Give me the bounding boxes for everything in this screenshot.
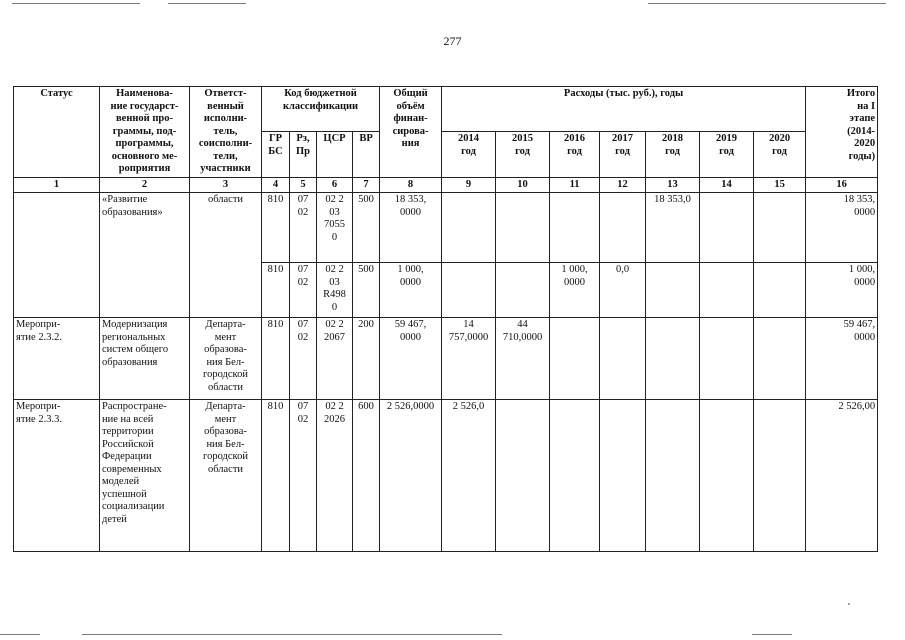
vr-cell: 500: [353, 263, 380, 318]
year-2017-cell: [600, 400, 646, 552]
year-2017-cell: [600, 318, 646, 400]
year-2019-cell: [700, 318, 754, 400]
stage-total-cell: 2 526,00: [806, 400, 878, 552]
column-number-row: [14, 177, 878, 193]
header-expenses: Расходы (тыс. руб.), годы: [442, 87, 806, 132]
scan-dot: [848, 603, 850, 605]
year-2020-cell: [754, 318, 806, 400]
column-number: 5: [290, 177, 317, 193]
scan-line-top-mid: [168, 3, 246, 4]
status-cell: [14, 193, 100, 318]
year-2018-cell: [646, 400, 700, 552]
table-row: [14, 400, 878, 552]
scan-line-top-left: [12, 3, 140, 4]
header-year-2016: 2016 год: [550, 132, 600, 177]
scan-line-bottom-mid: [82, 634, 502, 635]
status-cell: Меропри- ятие 2.3.2.: [14, 318, 100, 400]
year-2017-cell: [600, 193, 646, 263]
column-number: 3: [190, 177, 262, 193]
total-cell: 59 467, 0000: [380, 318, 442, 400]
budget-table: [13, 86, 878, 552]
year-2019-cell: [700, 193, 754, 263]
header-year-2020: 2020 год: [754, 132, 806, 177]
header-grbs: ГР БС: [262, 132, 290, 177]
page-number: 277: [443, 34, 462, 48]
year-2018-cell: 18 353,0: [646, 193, 700, 263]
header-budget-code: Код бюджетной классификации: [262, 87, 380, 132]
executor-cell: Департа- мент образова- ния Бел- городской области: [190, 318, 262, 400]
rzpr-cell: 07 02: [290, 263, 317, 318]
stage-total-cell: 18 353, 0000: [806, 193, 878, 263]
header-name: Наименова- ние государст- венной про- граммы, под- программы, основного ме- роприятия: [100, 87, 190, 178]
year-2020-cell: [754, 193, 806, 263]
year-2017-cell: 0,0: [600, 263, 646, 318]
column-number: 9: [442, 177, 496, 193]
column-number: 7: [353, 177, 380, 193]
year-2016-cell: [550, 400, 600, 552]
total-cell: 1 000, 0000: [380, 263, 442, 318]
stage-total-cell: 59 467, 0000: [806, 318, 878, 400]
column-number: 11: [550, 177, 600, 193]
csr-cell: 02 2 2026: [317, 400, 353, 552]
year-2016-cell: [550, 318, 600, 400]
header-status: Статус: [14, 87, 100, 178]
program-name-cell: «Развитие образования»: [100, 193, 190, 318]
year-2014-cell: 2 526,0: [442, 400, 496, 552]
program-name-cell: Модернизация региональных систем общего образования: [100, 318, 190, 400]
header-year-2015: 2015 год: [496, 132, 550, 177]
year-2014-cell: 14 757,0000: [442, 318, 496, 400]
csr-cell: 02 2 03 R498 0: [317, 263, 353, 318]
executor-cell: области: [190, 193, 262, 318]
column-number: 13: [646, 177, 700, 193]
year-2014-cell: [442, 263, 496, 318]
grbs-cell: 810: [262, 318, 290, 400]
year-2015-cell: [496, 193, 550, 263]
year-2016-cell: 1 000, 0000: [550, 263, 600, 318]
header-vr: ВР: [353, 132, 380, 177]
grbs-cell: 810: [262, 263, 290, 318]
column-number: 6: [317, 177, 353, 193]
status-cell: Меропри- ятие 2.3.3.: [14, 400, 100, 552]
header-rzpr: Рз, Пр: [290, 132, 317, 177]
year-2014-cell: [442, 193, 496, 263]
header-year-2019: 2019 год: [700, 132, 754, 177]
column-number: 15: [754, 177, 806, 193]
grbs-cell: 810: [262, 193, 290, 263]
vr-cell: 600: [353, 400, 380, 552]
rzpr-cell: 07 02: [290, 318, 317, 400]
csr-cell: 02 2 03 7055 0: [317, 193, 353, 263]
total-cell: 2 526,0000: [380, 400, 442, 552]
year-2018-cell: [646, 263, 700, 318]
year-2015-cell: 44 710,0000: [496, 318, 550, 400]
column-number: 16: [806, 177, 878, 193]
header-executor: Ответст- венный исполни- тель, соисполни- тели, участники: [190, 87, 262, 178]
year-2019-cell: [700, 400, 754, 552]
column-number: 14: [700, 177, 754, 193]
grbs-cell: 810: [262, 400, 290, 552]
header-stage-total: Итого на I этапе (2014- 2020 годы): [806, 87, 878, 178]
program-name-cell: Распростране- ние на всей территории Российской Федерации современных моделей успешной социализации детей: [100, 400, 190, 552]
header-year-2018: 2018 год: [646, 132, 700, 177]
year-2015-cell: [496, 400, 550, 552]
executor-cell: Департа- мент образова- ния Бел- городской области: [190, 400, 262, 552]
year-2018-cell: [646, 318, 700, 400]
column-number: 8: [380, 177, 442, 193]
header-row-1: [14, 87, 878, 132]
total-cell: 18 353, 0000: [380, 193, 442, 263]
header-year-2014: 2014 год: [442, 132, 496, 177]
header-total: Общий объём финан- сирова- ния: [380, 87, 442, 178]
year-2015-cell: [496, 263, 550, 318]
scan-line-bottom-right: [752, 634, 792, 635]
stage-total-cell: 1 000, 0000: [806, 263, 878, 318]
column-number: 4: [262, 177, 290, 193]
year-2019-cell: [700, 263, 754, 318]
header-year-2017: 2017 год: [600, 132, 646, 177]
column-number: 1: [14, 177, 100, 193]
table-row: [14, 193, 878, 263]
year-2020-cell: [754, 400, 806, 552]
csr-cell: 02 2 2067: [317, 318, 353, 400]
rzpr-cell: 07 02: [290, 193, 317, 263]
column-number: 2: [100, 177, 190, 193]
column-number: 12: [600, 177, 646, 193]
column-number: 10: [496, 177, 550, 193]
vr-cell: 500: [353, 193, 380, 263]
header-csr: ЦСР: [317, 132, 353, 177]
scan-line-bottom-left: [0, 634, 40, 635]
rzpr-cell: 07 02: [290, 400, 317, 552]
scan-line-top-right: [648, 3, 886, 4]
vr-cell: 200: [353, 318, 380, 400]
year-2020-cell: [754, 263, 806, 318]
year-2016-cell: [550, 193, 600, 263]
table-row: [14, 318, 878, 400]
